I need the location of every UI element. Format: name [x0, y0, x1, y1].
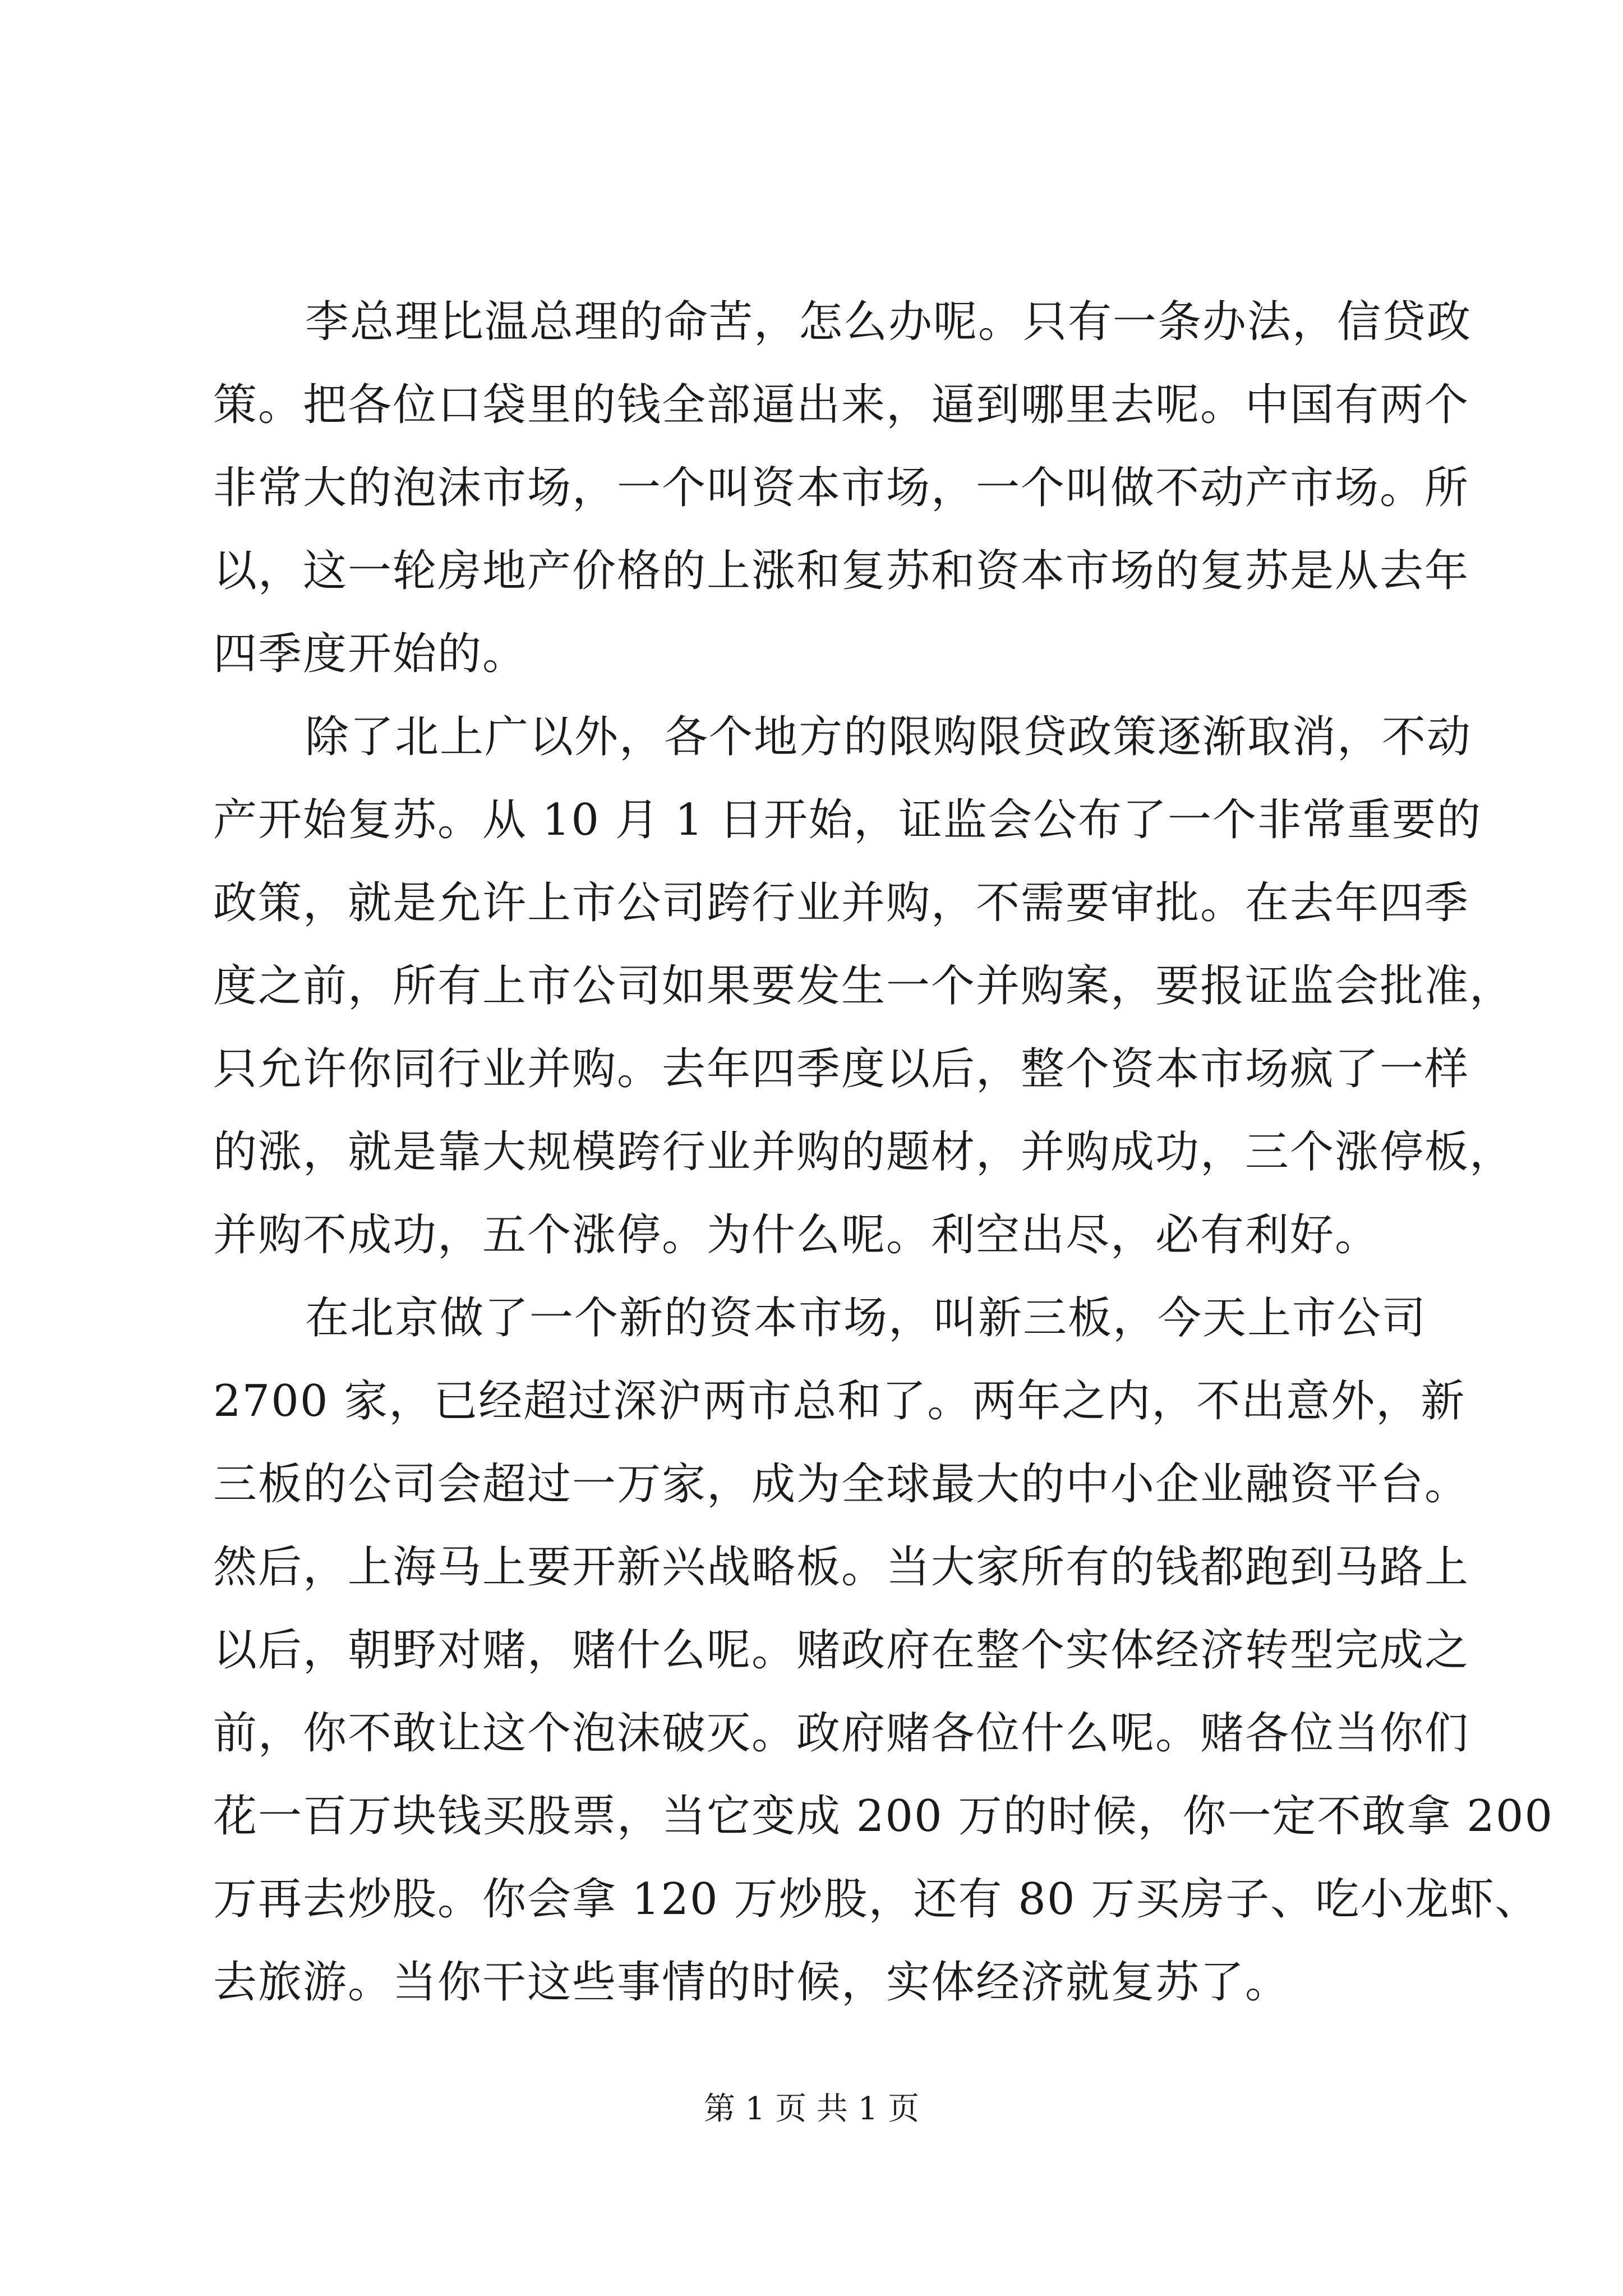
text-line: 政策，就是允许上市公司跨行业并购，不需要审批。在去年四季	[213, 878, 1470, 928]
text-line: 以，这一轮房地产价格的上涨和复苏和资本市场的复苏是从去年	[213, 546, 1470, 596]
paragraph-1	[213, 280, 1472, 696]
text-line: 度之前，所有上市公司如果要发生一个并购案，要报证监会批准，	[213, 961, 1515, 1011]
text-line: 以后，朝野对赌，赌什么呢。赌政府在整个实体经济转型完成之	[213, 1625, 1470, 1676]
text-line: 四季度开始的。	[213, 629, 528, 679]
paragraph-3	[213, 1277, 1554, 2024]
text-line: 去旅游。当你干这些事情的时候，实体经济就复苏了。	[213, 1957, 1290, 2008]
text-line: 2700 家，已经超过深沪两市总和了。两年之内，不出意外，新	[213, 1376, 1466, 1427]
text-line: 并购不成功，五个涨停。为什么呢。利空出尽，必有利好。	[213, 1210, 1380, 1260]
text-line: 在北京做了一个新的资本市场，叫新三板，今天上市公司	[305, 1293, 1427, 1343]
document-body	[213, 280, 1554, 2024]
text-line: 只允许你同行业并购。去年四季度以后，整个资本市场疯了一样	[213, 1044, 1470, 1094]
text-line: 策。把各位口袋里的钱全部逼出来，逼到哪里去呢。中国有两个	[213, 380, 1470, 430]
paragraph-2	[213, 696, 1515, 1277]
text-line: 花一百万块钱买股票，当它变成 200 万的时候，你一定不敢拿 200	[213, 1791, 1554, 1842]
page-number-label: 第 1 页 共 1 页	[703, 2091, 920, 2127]
text-line: 万再去炒股。你会拿 120 万炒股，还有 80 万买房子、吃小龙虾、	[213, 1874, 1540, 1925]
text-line: 产开始复苏。从 10 月 1 日开始，证监会公布了一个非常重要的	[213, 795, 1482, 845]
text-line: 除了北上广以外，各个地方的限购限贷政策逐渐取消，不动	[305, 712, 1472, 762]
text-line: 前，你不敢让这个泡沫破灭。政府赌各位什么呢。赌各位当你们	[213, 1708, 1470, 1759]
page-footer	[0, 2087, 1623, 2132]
text-line: 然后，上海马上要开新兴战略板。当大家所有的钱都跑到马路上	[213, 1542, 1470, 1593]
text-line: 的涨，就是靠大规模跨行业并购的题材，并购成功，三个涨停板，	[213, 1127, 1515, 1177]
text-line: 三板的公司会超过一万家，成为全球最大的中小企业融资平台。	[213, 1459, 1470, 1510]
text-line: 非常大的泡沫市场，一个叫资本市场，一个叫做不动产市场。所	[213, 463, 1470, 513]
text-line: 李总理比温总理的命苦，怎么办呢。只有一条办法，信贷政	[305, 297, 1472, 347]
